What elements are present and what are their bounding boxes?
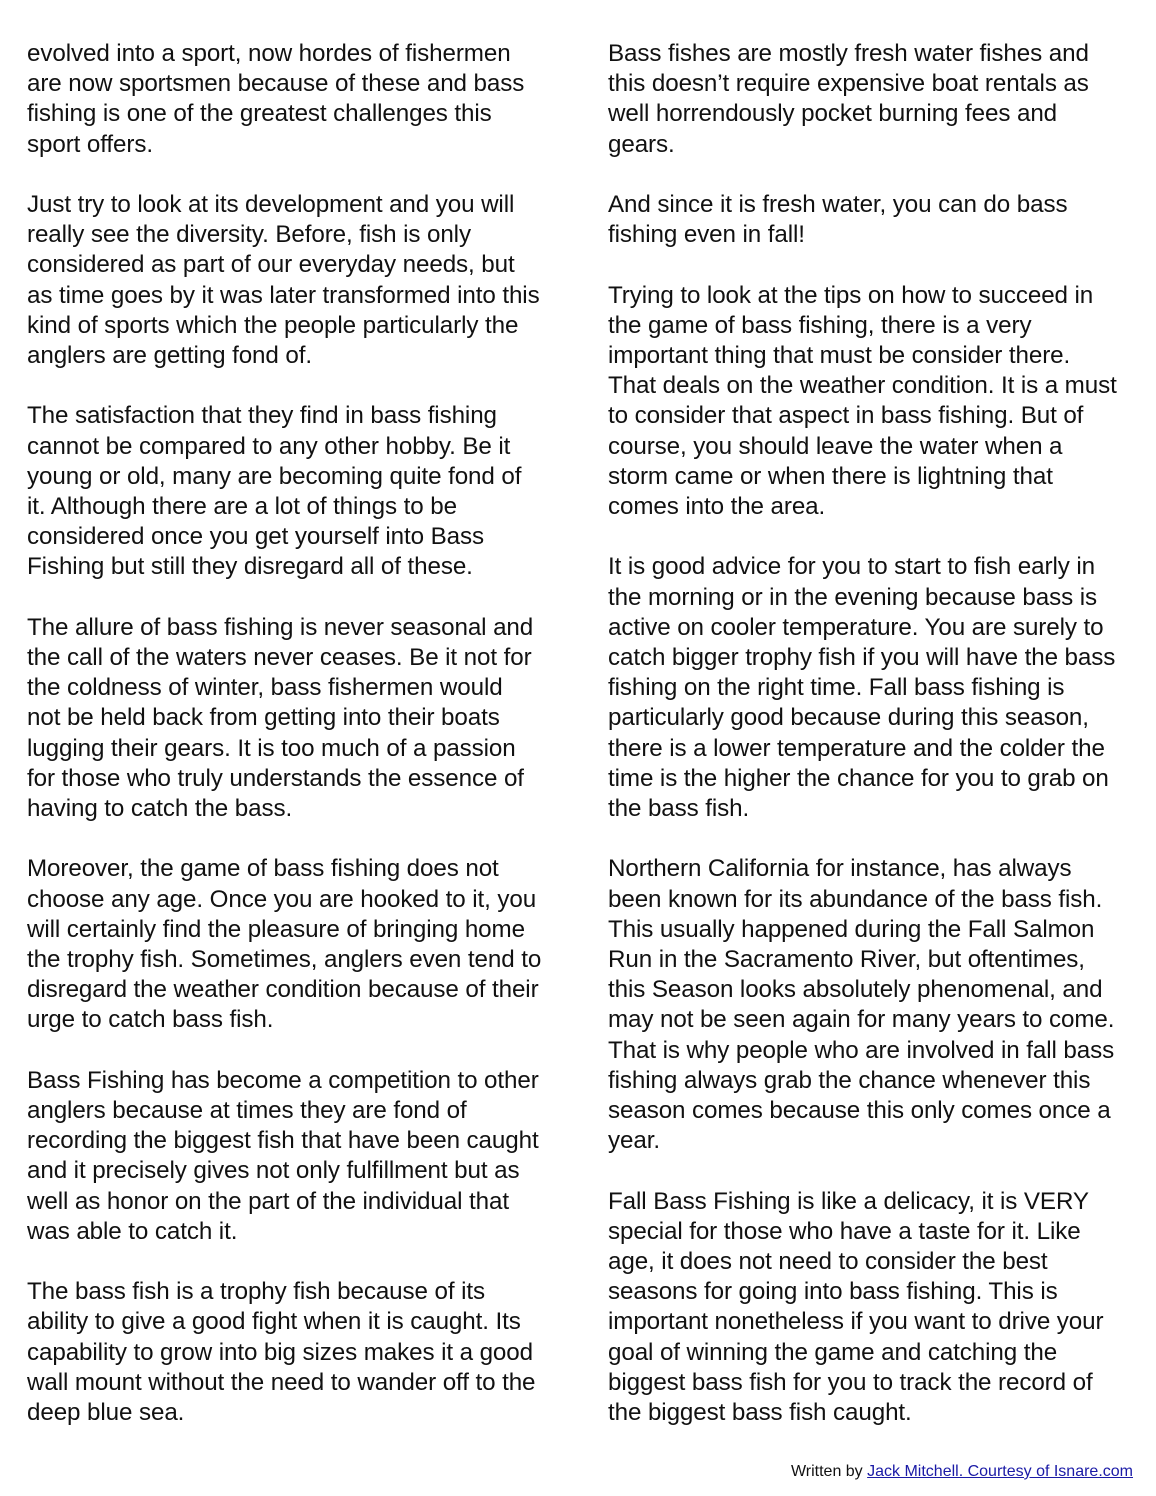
paragraph: Fall Bass Fishing is like a delicacy, it is VERY special for those who have a taste for it. Like age, it does not need to consider the best seasons for going into bass fishing. This is important nonetheless if you want to drive your goal of winning the game and catching the biggest bass fish for you to track the record of the biggest bass fish caught.	[608, 1187, 1104, 1427]
paragraph: And since it is fresh water, you can do bass fishing even in fall!	[608, 191, 1068, 249]
paragraph: It is good advice for you to start to fish early in the morning or in the evening because bass is active on cooler temperature. You are surely to catch bigger trophy fish if you will have the bass fishing on the right time. Fall bass fishing is particularly good because during this season, there is a lower temperature and the colder the time is the higher the chance for you to grab on the bass fish.	[608, 553, 1116, 823]
left-column	[27, 39, 572, 1458]
paragraph: The bass fish is a trophy fish because of its ability to give a good fight when it is caught. Its capability to grow into big sizes makes it a good wall mount without the need to wander off to the deep blue sea.	[27, 1278, 536, 1427]
paragraph: Bass Fishing has become a competition to other anglers because at times they are fond of recording the biggest fish that have been caught and it precisely gives not only fulfillment but as well as honor on the part of the individual that was able to catch it.	[27, 1066, 539, 1245]
author-link[interactable]: Jack Mitchell. Courtesy of Isnare.com	[867, 1463, 1133, 1480]
paragraph: Trying to look at the tips on how to succeed in the game of bass fishing, there is a very important thing that must be consider there. That deals on the weather condition. It is a must to consider that aspect in bass fishing. But of course, you should leave the water when a storm came or when there is lightning that comes into the area.	[608, 281, 1117, 521]
paragraph: Just try to look at its development and you will really see the diversity. Before, fish is only considered as part of our everyday needs, but as time goes by it was later transformed into this kind of sports which the people particularly the anglers are getting fond of.	[27, 191, 540, 370]
right-column	[608, 39, 1148, 1458]
paragraph: Moreover, the game of bass fishing does not choose any age. Once you are hooked to it, you will certainly find the pleasure of bringing home the trophy fish. Sometimes, anglers even tend to disregard the weather condition because of their urge to catch bass fish.	[27, 855, 542, 1034]
paragraph: Northern California for instance, has always been known for its abundance of the bass fish. This usually happened during the Fall Salmon Run in the Sacramento River, but oftentimes, this Season looks absolutely phenomenal, and may not be seen again for many years to come. That is why people who are involved in fall bass fishing always grab the chance whenever this season comes because this only comes once a year.	[608, 855, 1115, 1155]
author-credit	[791, 1462, 1133, 1482]
author-credit-prefix: Written by	[790, 1463, 868, 1480]
paragraph: The satisfaction that they find in bass fishing cannot be compared to any other hobby. Be it young or old, many are becoming quite fond of it. Although there are a lot of things to be considered once you get yourself into Bass Fishing but still they disregard all of these.	[27, 402, 522, 581]
paragraph: Bass fishes are mostly fresh water fishes and this doesn’t require expensive boat rentals as well horrendously pocket burning fees and gears.	[608, 40, 1089, 158]
paragraph: evolved into a sport, now hordes of fishermen are now sportsmen because of these and bass fishing is one of the greatest challenges this sport offers.	[27, 40, 525, 158]
paragraph: The allure of bass fishing is never seasonal and the call of the waters never ceases. Be it not for the coldness of winter, bass fishermen would not be held back from getting into their boats lugging their gears. It is too much of a passion for those who truly understands the essence of having to catch the bass.	[27, 613, 534, 823]
